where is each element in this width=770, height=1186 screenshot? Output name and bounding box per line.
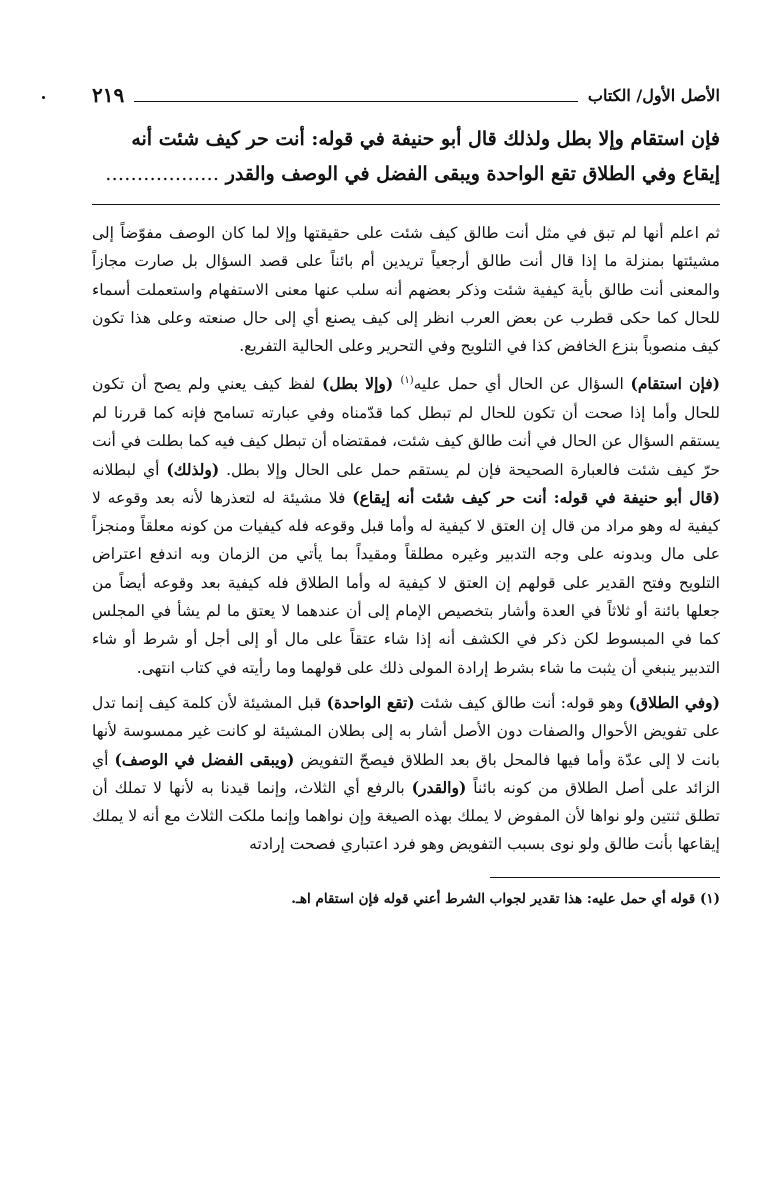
quote-wa-illa-batala: (وإلا بطل)	[322, 374, 401, 394]
commentary-paragraph-2	[92, 367, 720, 681]
matn-text	[92, 122, 720, 192]
quote-fa-in-istaqama: (فإن استقام)	[630, 374, 720, 394]
section-separator	[92, 204, 720, 205]
page-header	[92, 78, 720, 112]
commentary-paragraph-1: ثم اعلم أنها لم تبق في مثل أنت طالق كيف شئت على حقيقتها وإلا لما كان الوصف مفوّضاً إلى مشيئتها بمنزلة ما إذا قال أنت طالق أرجعياً تريدين أم بائناً على قصد السؤال بل صارت مجازاً والمعنى أنت طالق بأية كيفية شئت وذكر بعضهم أنه سلب عنها معنى الاستفهام واستعملت أسماء للحال كما حكى قطرب عن بعض العرب انظر إلى كيف يصنع أي إلى حال صنعته وعلى هذا تكون كيف منصوباً بنزع الخافض كذا في التلويح وفي التحرير وعلى الحالية التفريع.	[92, 224, 720, 356]
quote-taqa-al-wahida: (تقع الواحدة)	[326, 692, 415, 712]
quote-wal-qadr: (والقدر)	[411, 777, 467, 797]
commentary-text-run: فلا مشيئة له لتعذرها لأنه بعد وقوعه لا كيفية له وهو مراد من قال إن العتق لا كيفية له وأما قبل وقوعه فله كيفيات من كونه معلقاً ومنجزاً على مال وبدونه على وجه التدبير وغيره مطلقاً ومقيداً بما يأتي من الزمان وبه اندفع اعتراض التلويح وفتح القدير على قولهم إن العتق لا كيفية له وأما الطلاق فله كيفية بعد وقوعه أيضاً من جعلها بائنة أو ثلاثاً في العدة وأشار بتخصيص الإمام إلى أن عندهما لا يعتق ما لم يشأ في المجلس كما في المبسوط لكن ذكر في الكشف أنه إذا شاء عتقاً على مال أو إلى أجل أو شرط أو شاء التدبير ينبغي أن يثبت ما شاء بشرط إرادة المولى ذلك على قولهما وما رأيته في كتاب انتهى.	[92, 488, 720, 677]
commentary-text	[92, 219, 720, 859]
commentary-text-run: قبل المشيئة لأن كلمة كيف إنما تدل على تفويض الأحوال والصفات دون الأصل أشار به إلى بطلان المشيئة لو كانت غير ممسوسة لأنها بانت لا إلى عدّة وأما فيها فالمحل باق بعد الطلاق فيصحّ التفويض	[92, 693, 720, 769]
commentary-text-run: بالرفع أي الثلاث، وإنما قيدنا به لأنها لا تملك أن تطلق ثنتين ولو نواها لأن المفوض لا يملك بهذه الصيغة وإن نواهما وإنما ملكت الثلاث مع أنه لا يملك إيقاعها بأنت طالق ولو نوى بسبب التفويض وهو فرد اعتباري فصحت إرادته	[92, 778, 720, 854]
running-title: الأصل الأول/ الكتاب	[587, 85, 720, 105]
matn-line-1: فإن استقام وإلا بطل ولذلك قال أبو حنيفة في قوله: أنت حر كيف شئت أنه	[131, 128, 720, 150]
quote-wa-fi-at-talaq: (وفي الطلاق)	[628, 692, 720, 712]
footnote-marker: (١)	[400, 375, 414, 387]
matn-line-2	[92, 157, 720, 192]
page-number: ٢١٩	[92, 83, 125, 107]
footnote-rule	[490, 877, 720, 878]
commentary-text-run: وهو قوله: أنت طالق كيف شئت	[414, 693, 629, 712]
header-rule	[134, 89, 578, 102]
commentary-paragraph-3	[92, 689, 720, 859]
book-page	[92, 78, 720, 1138]
commentary-text-run: السؤال عن الحال أي حمل عليه	[413, 375, 631, 394]
commentary-text-run: لفظ كيف يعني ولم يصح أن تكون للحال وأما إذا صحت أن تكون للحال لم تبطل كما قدّمناه وفي عبارته تسامح فإنه كما قررنا لم يستقم السؤال عن الحال في أنت طالق كيف شئت، فمقتضاه أن تبطل كيف فيه كما بطلت في أنت حرّ كيف شئت فالعبارة الصحيحة فإن لم يستقم حمل على الحال وإلا بطل.	[92, 375, 721, 479]
scan-dot	[42, 96, 45, 99]
quote-yabqa-al-fadl: (ويبقى الفضل في الوصف)	[114, 749, 295, 769]
quote-wa-lidhalika: (ولذلك)	[166, 459, 220, 479]
matn-line-2-text: إيقاع وفي الطلاق تقع الواحدة ويبقى الفضل في الوصف والقدر	[225, 163, 720, 185]
commentary-text-run: أي الزائد على أصل الطلاق من كونه بائناً	[92, 750, 721, 797]
quote-qala-abu-hanifa: (قال أبو حنيفة في قوله: أنت حر كيف شئت أنه إيقاع)	[352, 487, 720, 507]
matn-dots: ………………	[105, 163, 220, 185]
commentary-text-run: أي لبطلانه	[92, 460, 167, 479]
footnote: (١) قوله أي حمل عليه: هذا تقدير لجواب الشرط أعني قوله فإن استقام اهـ.	[291, 890, 720, 907]
